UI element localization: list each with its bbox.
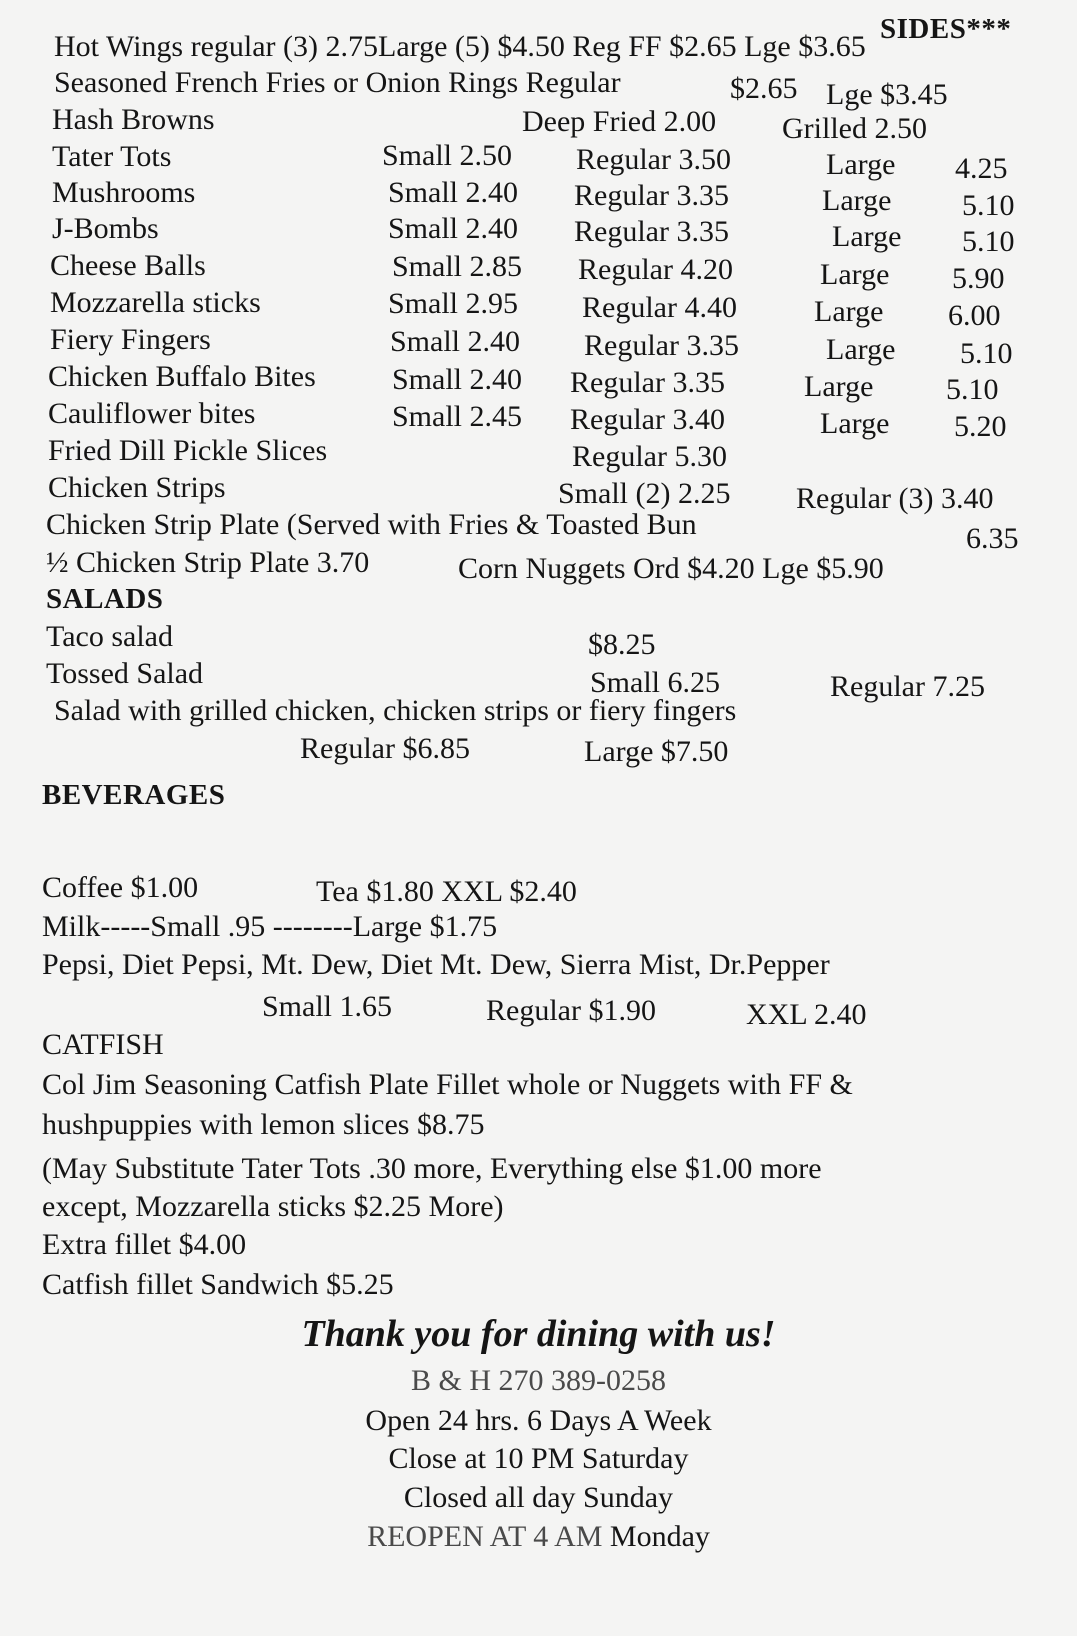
hot-wings-line: Hot Wings regular (3) 2.75Large (5) $4.50 Reg FF $2.65 Lge $3.65 [54, 30, 866, 63]
catfish-line-3: (May Substitute Tater Tots .30 more, Everything else $1.00 more [42, 1152, 822, 1185]
combo-salad-regular: Regular $6.85 [300, 732, 470, 765]
chicken-strips-regular: Regular (3) 3.40 [796, 482, 994, 515]
item-regular-price: Regular 3.50 [576, 143, 731, 176]
item-name: Tater Tots [52, 140, 172, 173]
item-name: Mozzarella sticks [50, 286, 261, 319]
strip-plate-name: Chicken Strip Plate (Served with Fries & Toasted Bun [46, 508, 697, 541]
item-large-label: Large [804, 370, 874, 403]
catfish-line-2: hushpuppies with lemon slices $8.75 [42, 1108, 485, 1141]
item-name: Mushrooms [52, 176, 196, 209]
catfish-line-4: except, Mozzarella sticks $2.25 More) [42, 1190, 504, 1223]
hash-browns-name: Hash Browns [52, 103, 215, 136]
reopen-text: REOPEN AT 4 AM [367, 1520, 603, 1553]
fries-large-price: Lge $3.45 [826, 78, 948, 111]
catfish-sandwich: Catfish fillet Sandwich $5.25 [42, 1268, 394, 1301]
coffee-line: Coffee $1.00 [42, 871, 199, 904]
beverages-heading: BEVERAGES [42, 779, 226, 811]
reopen-day: Monday [609, 1520, 710, 1553]
pickle-regular-price: Regular 5.30 [572, 440, 727, 473]
half-strip-plate: ½ Chicken Strip Plate 3.70 [46, 546, 370, 579]
item-large-price: 5.20 [954, 410, 1007, 443]
item-regular-price: Regular 3.35 [570, 366, 725, 399]
soda-regular-price: Regular $1.90 [486, 994, 656, 1027]
chicken-strips-name: Chicken Strips [48, 471, 226, 504]
item-regular-price: Regular 3.35 [584, 329, 739, 362]
hours-line-3: Closed all day Sunday [403, 1481, 674, 1514]
tea-line: Tea $1.80 XXL $2.40 [316, 875, 577, 908]
reopen-line [0, 1520, 1077, 1554]
item-large-price: 4.25 [955, 152, 1008, 185]
item-name: Fiery Fingers [50, 323, 211, 356]
item-large-label: Large [832, 220, 902, 253]
item-small-price: Small 2.95 [388, 287, 519, 320]
item-large-price: 5.10 [946, 373, 999, 406]
sides-heading: SIDES*** [880, 13, 1012, 45]
extra-fillet: Extra fillet $4.00 [42, 1228, 247, 1261]
taco-salad-name: Taco salad [46, 620, 174, 653]
combo-salad-large: Large $7.50 [584, 735, 729, 768]
item-large-price: 5.10 [962, 225, 1015, 258]
tossed-salad-name: Tossed Salad [46, 657, 204, 690]
item-small-price: Small 2.40 [388, 176, 519, 209]
phone-number: B & H 270 389-0258 [411, 1364, 666, 1397]
hash-browns-deep-fried: Deep Fried 2.00 [522, 105, 717, 138]
soda-small-price: Small 1.65 [262, 990, 393, 1023]
item-large-label: Large [814, 295, 884, 328]
item-large-label: Large [826, 148, 896, 181]
tossed-salad-regular: Regular 7.25 [830, 670, 985, 703]
tossed-salad-small: Small 6.25 [590, 666, 721, 699]
salads-heading: SALADS [46, 583, 164, 615]
hours-line-2: Close at 10 PM Saturday [388, 1442, 689, 1475]
hours-line-1: Open 24 hrs. 6 Days A Week [365, 1404, 712, 1437]
soda-xxl-price: XXL 2.40 [746, 998, 867, 1031]
item-regular-price: Regular 4.20 [578, 253, 733, 286]
item-name: Cheese Balls [50, 249, 206, 282]
item-small-price: Small 2.40 [392, 363, 523, 396]
catfish-line-1: Col Jim Seasoning Catfish Plate Fillet whole or Nuggets with FF & [42, 1068, 853, 1101]
item-small-price: Small 2.40 [388, 212, 519, 245]
fries-regular-price: $2.65 [730, 72, 798, 105]
thank-you-message: Thank you for dining with us! [301, 1313, 776, 1355]
item-name: J-Bombs [52, 212, 159, 245]
pickle-name: Fried Dill Pickle Slices [48, 434, 328, 467]
item-large-price: 5.10 [960, 337, 1013, 370]
item-large-label: Large [822, 184, 892, 217]
item-small-price: Small 2.45 [392, 400, 523, 433]
corn-nuggets: Corn Nuggets Ord $4.20 Lge $5.90 [458, 552, 884, 585]
item-name: Chicken Buffalo Bites [48, 360, 316, 393]
taco-salad-price: $8.25 [588, 628, 656, 661]
item-large-label: Large [820, 258, 890, 291]
milk-line: Milk-----Small .95 --------Large $1.75 [42, 910, 498, 943]
combo-salad-name: Salad with grilled chicken, chicken strips or fiery fingers [54, 694, 737, 727]
item-regular-price: Regular 3.35 [574, 215, 729, 248]
sodas-line: Pepsi, Diet Pepsi, Mt. Dew, Diet Mt. Dew, Sierra Mist, Dr.Pepper [42, 948, 830, 981]
item-small-price: Small 2.40 [390, 325, 521, 358]
item-small-price: Small 2.85 [392, 250, 523, 283]
fries-name: Seasoned French Fries or Onion Rings Regular [54, 66, 621, 99]
item-regular-price: Regular 4.40 [582, 291, 737, 324]
item-small-price: Small 2.50 [382, 139, 513, 172]
item-large-label: Large [826, 333, 896, 366]
item-large-price: 5.10 [962, 189, 1015, 222]
item-regular-price: Regular 3.35 [574, 179, 729, 212]
strip-plate-price: 6.35 [966, 522, 1019, 555]
item-large-label: Large [820, 407, 890, 440]
chicken-strips-small: Small (2) 2.25 [558, 477, 731, 510]
catfish-heading: CATFISH [42, 1028, 164, 1061]
item-name: Cauliflower bites [48, 397, 256, 430]
hash-browns-grilled: Grilled 2.50 [782, 112, 927, 145]
item-regular-price: Regular 3.40 [570, 403, 725, 436]
item-large-price: 5.90 [952, 262, 1005, 295]
item-large-price: 6.00 [948, 299, 1001, 332]
